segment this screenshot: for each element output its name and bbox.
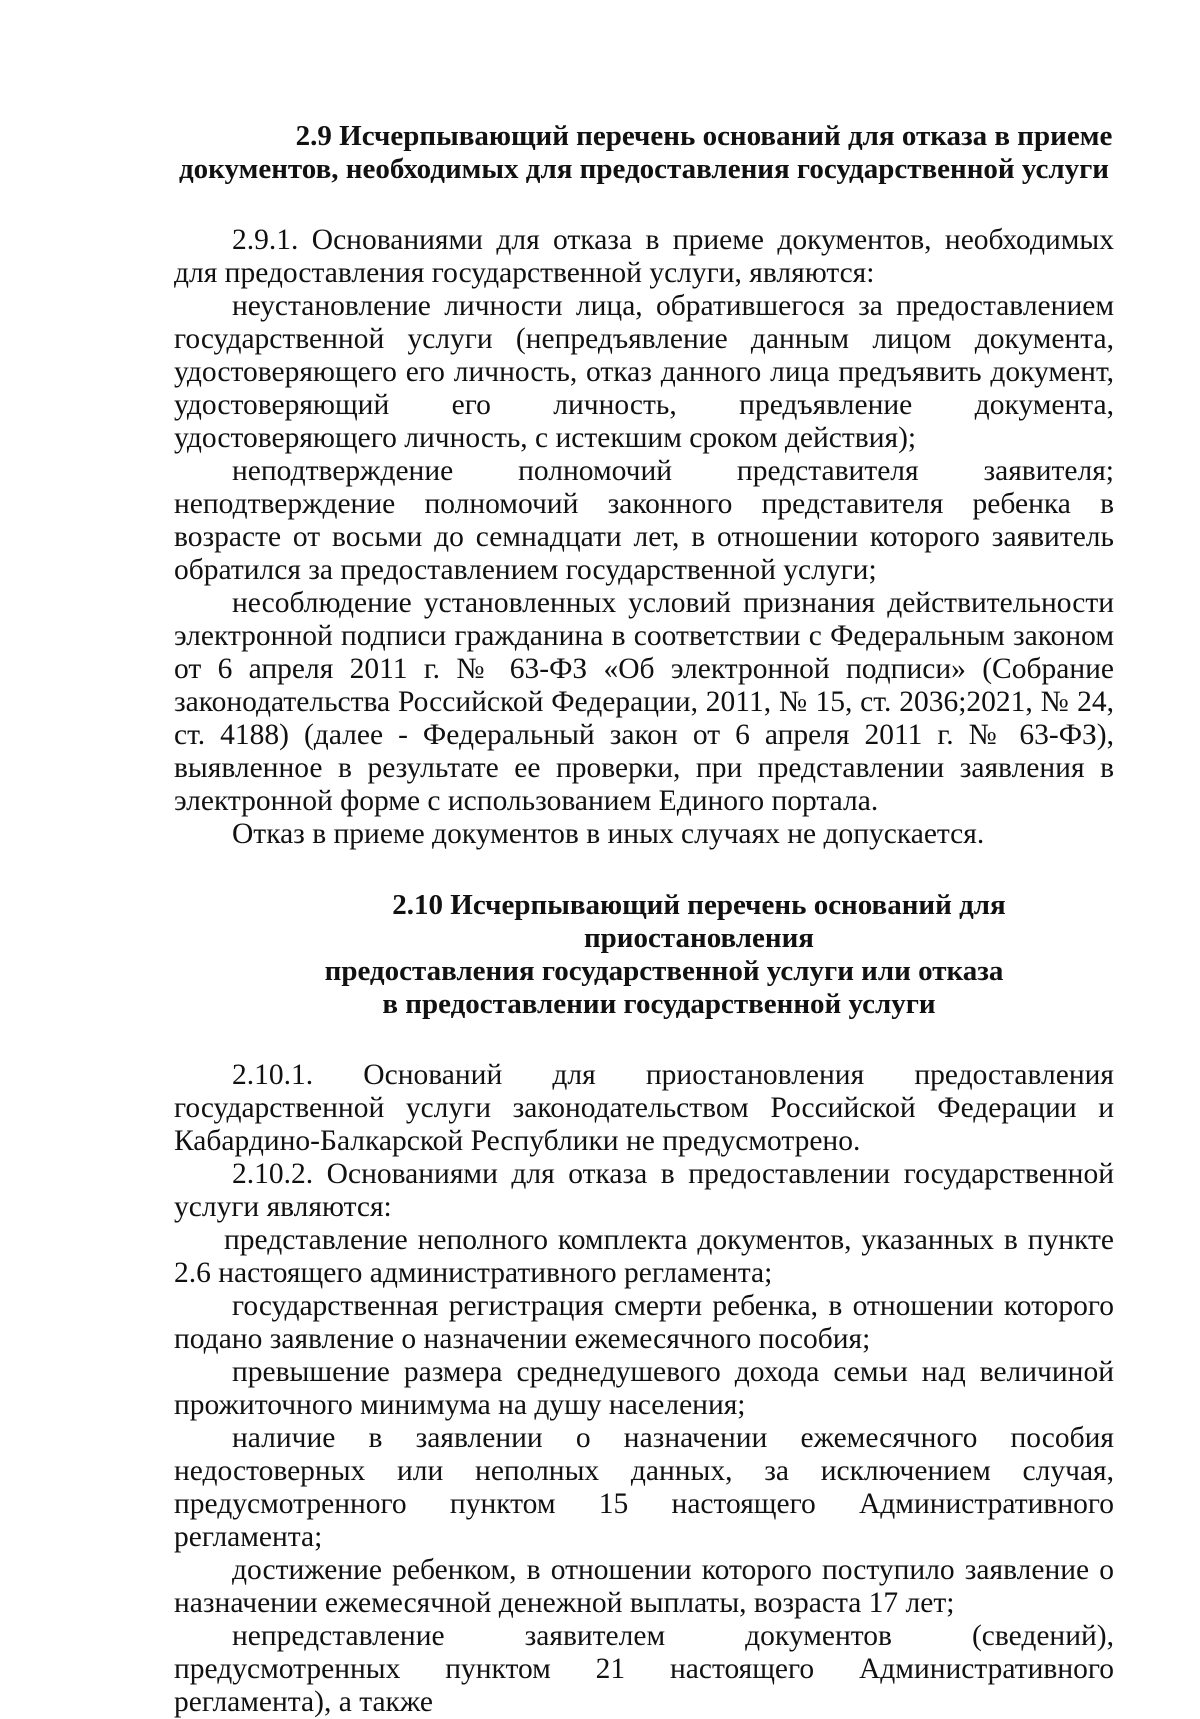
section-2-9-heading-line-2: документов, необходимых для предоставления государственной услуги <box>179 153 1109 185</box>
paragraph-electronic-signature: несоблюдение установленных условий признания действительности электронной подписи гражданина в соответствии с Федеральным законом от 6 апреля 2011 г. № 63-ФЗ «Об электронной подписи» (Собрание законодательства Российской Федерации, 2011, № 15, ст. 2036;2021, № 24, ст. 4188) (далее - Федеральный закон от 6 апреля 2011 г. № 63-ФЗ), выявленное в результате ее проверки, при представлении заявления в электронной форме с использованием Единого портала. <box>174 587 1114 817</box>
section-2-9-body <box>174 224 1114 851</box>
paragraph-refusal-not-allowed: Отказ в приеме документов в иных случаях не допускается. <box>232 818 985 850</box>
paragraph-incomplete-documents: представление неполного комплекта документов, указанных в пункте 2.6 настоящего административного регламента; <box>174 1224 1114 1289</box>
section-2-10-heading-line-3: в предоставлении государственной услуги <box>382 988 936 1020</box>
section-2-10-body <box>174 1059 1114 1719</box>
paragraph-child-death-registration: государственная регистрация смерти ребенка, в отношении которого подано заявление о назначении ежемесячного пособия; <box>174 1290 1114 1355</box>
section-2-10-heading-line-2: предоставления государственной услуги или отказа <box>324 955 1004 987</box>
paragraph-unreliable-data: наличие в заявлении о назначении ежемесячного пособия недостоверных или неполных данных, за исключением случая, предусмотренного пунктом 15 настоящего Административного регламента; <box>174 1422 1114 1553</box>
paragraph-authority-not-confirmed: неподтверждение полномочий представителя заявителя; неподтверждение полномочий законного представителя ребенка в возрасте от восьми до семнадцати лет, в отношении которого заявитель обратился за предоставлением государственной услуги; <box>174 455 1114 586</box>
paragraph-2-10-2: 2.10.2. Основаниями для отказа в предоставлении государственной услуги являются: <box>174 1158 1114 1223</box>
paragraph-child-age-17: достижение ребенком, в отношении которого поступило заявление о назначении ежемесячной денежной выплаты, возраста 17 лет; <box>174 1554 1114 1619</box>
paragraph-income-exceeds-minimum: превышение размера среднедушевого дохода семьи над величиной прожиточного минимума на душу населения; <box>174 1356 1114 1421</box>
section-2-10-heading <box>174 889 1114 1021</box>
section-2-9-heading <box>174 120 1114 186</box>
section-2-10-heading-line-1: 2.10 Исчерпывающий перечень оснований для приостановления <box>392 889 1006 954</box>
document-content <box>174 120 1114 1719</box>
paragraph-2-10-1: 2.10.1. Оснований для приостановления предоставления государственной услуги законодательством Российской Федерации и Кабардино-Балкарской Республики не предусмотрено. <box>174 1059 1114 1157</box>
section-2-9-heading-line-1: 2.9 Исчерпывающий перечень оснований для отказа в приеме <box>295 120 1113 152</box>
paragraph-2-9-1: 2.9.1. Основаниями для отказа в приеме документов, необходимых для предоставления государственной услуги, являются: <box>174 224 1114 289</box>
paragraph-documents-not-submitted: непредставление заявителем документов (сведений), предусмотренных пунктом 21 настоящего Административного регламента), а также <box>174 1620 1114 1718</box>
paragraph-identity-not-established: неустановление личности лица, обратившегося за предоставлением государственной услуги (непредъявление данным лицом документа, удостоверяющего его личность, отказ данного лица предъявить документ, удостоверяющий его личность, предъявление документа, удостоверяющего личность, с истекшим сроком действия); <box>174 290 1114 454</box>
